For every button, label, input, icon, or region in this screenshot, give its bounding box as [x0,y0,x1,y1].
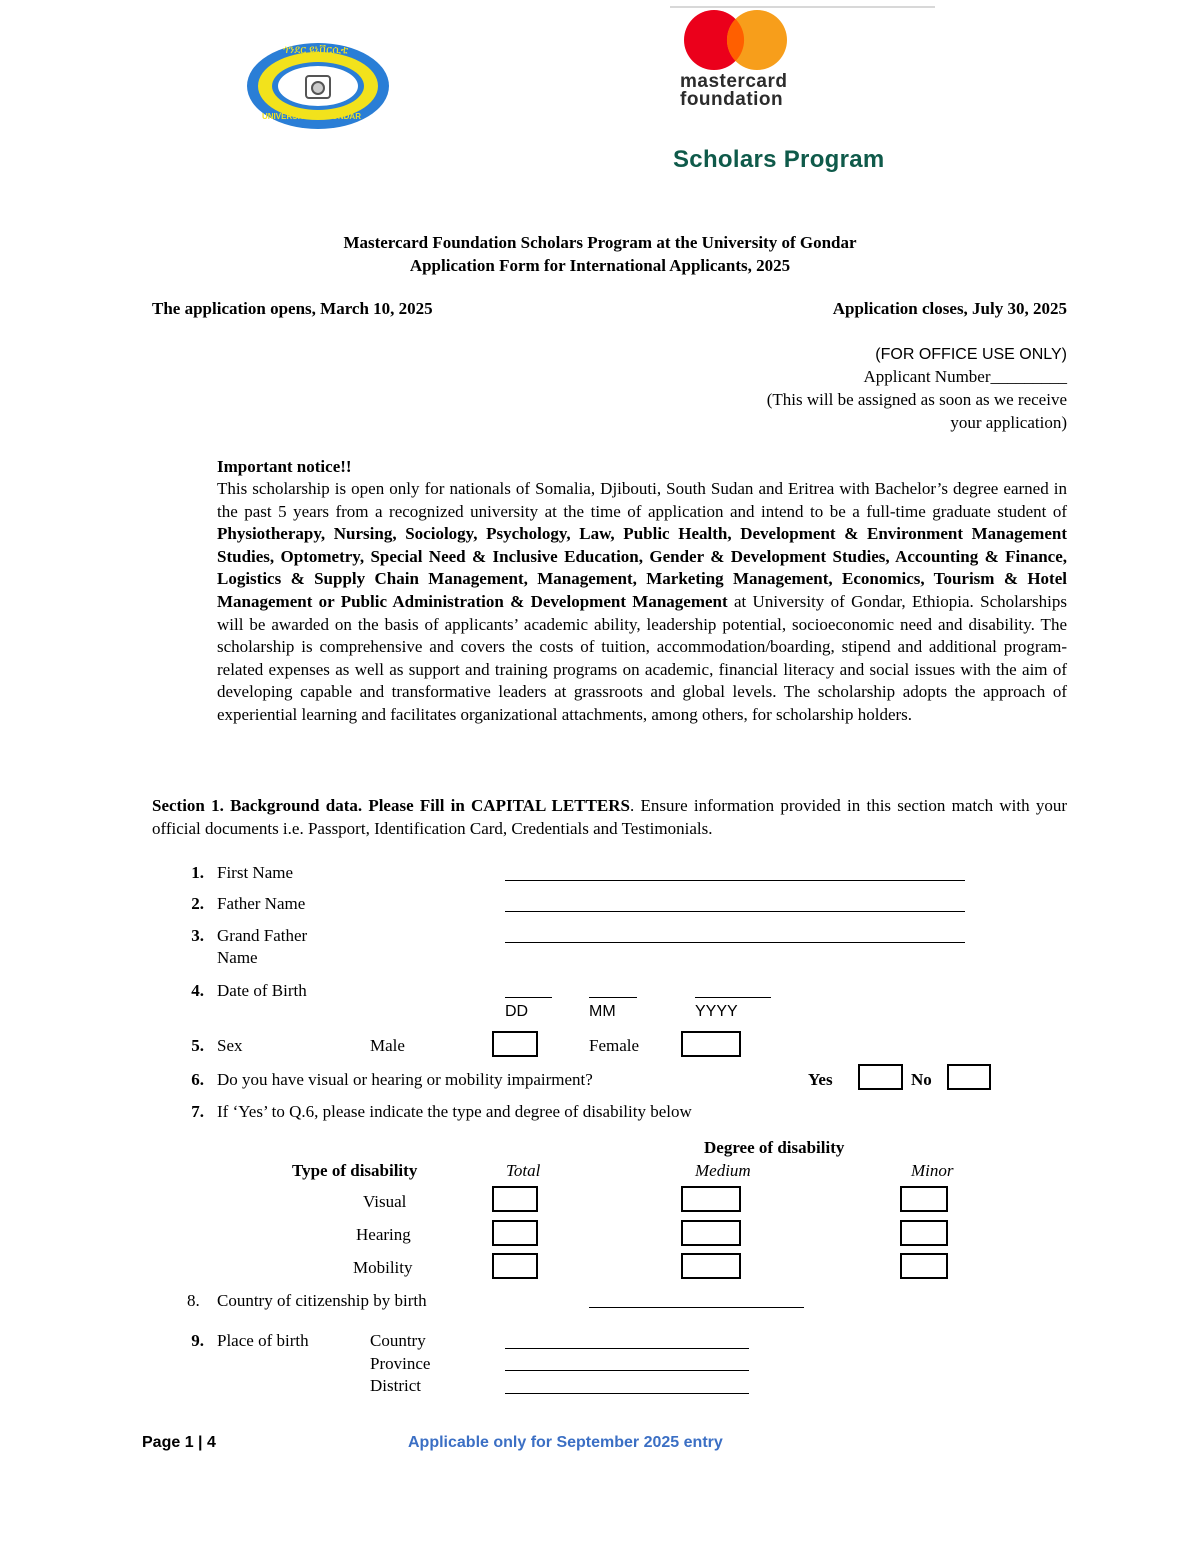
citizenship-field[interactable] [589,1307,804,1308]
birth-district-label: District [370,1376,421,1395]
female-label: Female [589,1036,640,1055]
q3-number: 3. [191,926,204,945]
page-number: Page 1 | 4 [142,1434,216,1451]
impairment-yes-label: Yes [808,1070,833,1089]
office-use-label: (FOR OFFICE USE ONLY) [875,346,1067,363]
section-1-text: . Ensure information provided in this section match with your official documents i.e. Passport, Identification Card, Credentials and Testimonials. [152,796,1067,838]
mobility-minor-checkbox[interactable] [900,1253,948,1279]
hearing-total-checkbox[interactable] [492,1220,538,1246]
father-name-field[interactable] [505,911,965,912]
notice-fields: Physiotherapy, Nursing, Sociology, Psychology, Law, Public Health, Development & Environment Management Studies, Optometry, Special Need & Inclusive Education, Gender & Development Studies, Accounting & Finance, Logistics & Supply Chain Management, Management, Marketing Management, Economics, Tourism & Hotel Management or Public Administration & Development Management [217,524,1067,611]
dob-year-label: YYYY [695,1003,738,1020]
mastercard-circles-icon [672,10,817,70]
dob-month-label: MM [589,1003,616,1020]
type-of-disability-header: Type of disability [292,1161,418,1180]
q5-label: Sex [217,1036,243,1055]
disability-row-visual: Visual [363,1192,407,1211]
application-opens: The application opens, March 10, 2025 [152,299,433,318]
q8-number: 8. [187,1291,200,1310]
applicant-number-note-2: your application) [950,413,1067,432]
birth-province-field[interactable] [505,1370,749,1371]
important-notice-title: Important notice!! [217,457,352,476]
total-header: Total [506,1161,541,1180]
birth-province-label: Province [370,1354,431,1373]
scholars-program-wordmark: Scholars Program [673,146,885,173]
q4-label: Date of Birth [217,981,307,1000]
q1-number: 1. [191,863,204,882]
q2-number: 2. [191,894,204,913]
visual-medium-checkbox[interactable] [681,1186,741,1212]
logo-top-rule [670,6,935,8]
q7-number: 7. [191,1102,204,1121]
section-1-intro [152,795,1067,840]
uog-ring-bottom-text: UNIVERSITY OF GONDAR [262,112,361,121]
visual-minor-checkbox[interactable] [900,1186,948,1212]
form-title-line-2: Application Form for International Applicants, 2025 [409,256,791,275]
form-title-line-1: Mastercard Foundation Scholars Program at the University of Gondar [343,233,857,252]
dob-month-field[interactable] [589,997,637,998]
dob-day-label: DD [505,1003,529,1020]
mobility-total-checkbox[interactable] [492,1253,538,1279]
visual-total-checkbox[interactable] [492,1186,538,1212]
hearing-medium-checkbox[interactable] [681,1220,741,1246]
q2-label: Father Name [217,894,306,913]
impairment-no-checkbox[interactable] [947,1064,991,1090]
male-label: Male [370,1036,405,1055]
q9-label: Place of birth [217,1331,309,1350]
minor-header: Minor [911,1161,954,1180]
q8-label: Country of citizenship by birth [217,1291,427,1310]
notice-text-1: This scholarship is open only for nationals of Somalia, Djibouti, South Sudan and Eritrea with Bachelor’s degree earned in the past 5 years from a recognized university at the time of application and intend to be a full-time graduate student of [217,479,1067,521]
q3-label-line-2: Name [217,948,258,967]
q3-label-line-1: Grand Father [217,926,308,945]
first-name-field[interactable] [505,880,965,881]
q4-number: 4. [191,981,204,1000]
mobility-medium-checkbox[interactable] [681,1253,741,1279]
important-notice-body [217,478,1067,727]
application-closes: Application closes, July 30, 2025 [832,299,1067,318]
notice-text-2: at University of Gondar, Ethiopia. Scholarships will be awarded on the basis of applicants’ academic ability, leadership potential, socioeconomic need and disability. The scholarship is comprehensive and covers the costs of tuition, accommodation/boarding, stipend and additional program-related expenses as well as support and training programs on academic, financial literacy and social issues with the aim of developing capable and transformative leaders at grassroots and global levels. The scholarship adopts the approach of experiential learning and facilitates organizational attachments, among others, for scholarship holders. [217,591,1067,724]
q5-number: 5. [191,1036,204,1055]
hearing-minor-checkbox[interactable] [900,1220,948,1246]
mastercard-word: mastercard [680,71,788,92]
birth-country-field[interactable] [505,1348,749,1349]
male-checkbox[interactable] [492,1031,538,1057]
q1-label: First Name [217,863,294,882]
applicant-number: Applicant Number_________ [863,367,1067,386]
impairment-yes-checkbox[interactable] [858,1064,903,1090]
medium-header: Medium [695,1161,751,1180]
q7-label: If ‘Yes’ to Q.6, please indicate the type and degree of disability below [217,1102,692,1121]
disability-row-mobility: Mobility [353,1258,413,1277]
q6-label: Do you have visual or hearing or mobility impairment? [217,1070,593,1089]
uog-ring-text: ጎንደር ዩኒቨርሲቲ [283,44,349,56]
degree-of-disability-header: Degree of disability [704,1138,845,1157]
foundation-word: foundation [680,89,784,110]
section-1-title: Section 1. Background data. Please Fill in CAPITAL LETTERS [152,796,630,815]
disability-row-hearing: Hearing [356,1225,411,1244]
q9-number: 9. [191,1331,204,1350]
applicant-number-note-1: (This will be assigned as soon as we receive [766,390,1067,409]
dob-day-field[interactable] [505,997,552,998]
female-checkbox[interactable] [681,1031,741,1057]
grandfather-name-field[interactable] [505,942,965,943]
impairment-no-label: No [911,1070,932,1089]
mastercard-foundation-wordmark [680,73,787,109]
q6-number: 6. [191,1070,204,1089]
footer-note: Applicable only for September 2025 entry [408,1434,723,1451]
birth-country-label: Country [370,1331,426,1350]
dob-year-field[interactable] [695,997,771,998]
birth-district-field[interactable] [505,1393,749,1394]
